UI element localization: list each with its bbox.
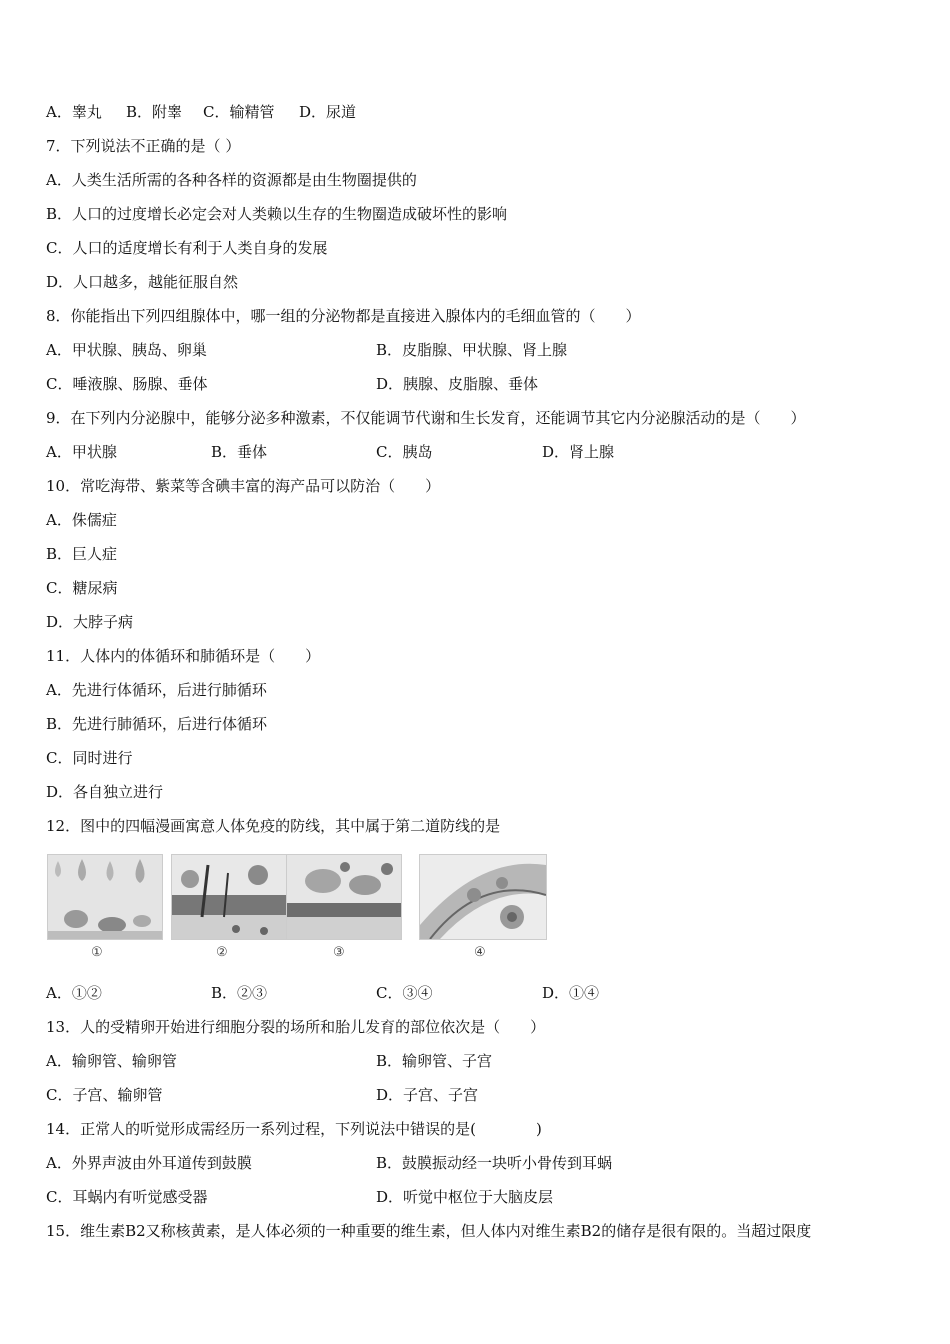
q7-option-a[interactable]: A．人类生活所需的各种各样的资源都是由生物圈提供的: [46, 171, 417, 189]
q6-option-c[interactable]: C．输精管: [203, 103, 275, 121]
cartoon-lymphocyte: [419, 854, 547, 940]
q13-option-a[interactable]: A．输卵管、输卵管: [46, 1052, 177, 1070]
q7-option-c[interactable]: C．人口的适度增长有利于人类自身的发展: [46, 239, 328, 257]
q6-option-a[interactable]: A．睾丸: [46, 103, 102, 121]
q13-option-b[interactable]: B．输卵管、子宫: [376, 1052, 493, 1070]
q7-option-b[interactable]: B．人口的过度增长必定会对人类赖以生存的生物圈造成破坏性的影响: [46, 205, 508, 223]
q13-option-c[interactable]: C．子宫、输卵管: [46, 1086, 163, 1104]
q11-option-a[interactable]: A．先进行体循环，后进行肺循环: [46, 681, 267, 699]
q10-option-b[interactable]: B．巨人症: [46, 545, 118, 563]
q9-option-a[interactable]: A．甲状腺: [46, 443, 117, 461]
q10-option-d[interactable]: D．大脖子病: [46, 613, 134, 631]
q12-option-b[interactable]: B．②③: [211, 984, 268, 1002]
cartoon-label-3: ③: [333, 945, 345, 960]
q6-option-d[interactable]: D．尿道: [299, 103, 357, 121]
q14-option-c[interactable]: C．耳蜗内有听觉感受器: [46, 1188, 208, 1206]
q9-stem: 9．在下列内分泌腺中，能够分泌多种激素，不仅能调节代谢和生长发育，还能调节其它内分泌腺活动的是（ ）: [46, 409, 806, 427]
q10-stem: 10．常吃海带、紫菜等含碘丰富的海产品可以防治（ ）: [46, 477, 441, 495]
q15-stem: 15．维生素B2又称核黄素，是人体必须的一种重要的维生素，但人体内对维生素B2的储存是很有限的。当超过限度: [46, 1222, 812, 1240]
cartoon-mucous-membrane: [171, 854, 287, 940]
q9-option-b[interactable]: B．垂体: [211, 443, 268, 461]
q11-stem: 11．人体内的体循环和肺循环是（ ）: [46, 647, 321, 665]
q9-option-c[interactable]: C．胰岛: [376, 443, 433, 461]
cartoon-skin-barrier: [47, 854, 163, 940]
q7-option-d[interactable]: D．人口越多，越能征服自然: [46, 273, 239, 291]
q8-option-a[interactable]: A．甲状腺、胰岛、卵巢: [46, 341, 207, 359]
cartoon-label-4: ④: [474, 945, 486, 960]
q9-option-d[interactable]: D．肾上腺: [542, 443, 615, 461]
q11-option-d[interactable]: D．各自独立进行: [46, 783, 164, 801]
cartoon-phagocytes: [286, 854, 402, 940]
q14-stem: 14．正常人的听觉形成需经历一系列过程，下列说法中错误的是( ): [46, 1120, 542, 1138]
q12-option-c[interactable]: C．③④: [376, 984, 433, 1002]
q13-stem: 13．人的受精卵开始进行细胞分裂的场所和胎儿发育的部位依次是（ ）: [46, 1018, 546, 1036]
q10-option-a[interactable]: A．侏儒症: [46, 511, 117, 529]
q11-option-c[interactable]: C．同时进行: [46, 749, 133, 767]
q8-option-c[interactable]: C．唾液腺、肠腺、垂体: [46, 375, 208, 393]
q12-option-d[interactable]: D．①④: [542, 984, 600, 1002]
cartoon-label-2: ②: [216, 945, 228, 960]
q12-option-a[interactable]: A．①②: [46, 984, 102, 1002]
q8-option-b[interactable]: B．皮脂腺、甲状腺、肾上腺: [376, 341, 568, 359]
q11-option-b[interactable]: B．先进行肺循环，后进行体循环: [46, 715, 268, 733]
q14-option-b[interactable]: B．鼓膜振动经一块听小骨传到耳蜗: [376, 1154, 613, 1172]
q14-option-a[interactable]: A．外界声波由外耳道传到鼓膜: [46, 1154, 252, 1172]
q8-stem: 8．你能指出下列四组腺体中，哪一组的分泌物都是直接进入腺体内的毛细血管的（ ）: [46, 307, 641, 325]
q12-stem: 12．图中的四幅漫画寓意人体免疫的防线，其中属于第二道防线的是: [46, 817, 501, 835]
q8-option-d[interactable]: D．胰腺、皮脂腺、垂体: [376, 375, 539, 393]
q14-option-d[interactable]: D．听觉中枢位于大脑皮层: [376, 1188, 554, 1206]
q10-option-c[interactable]: C．糖尿病: [46, 579, 118, 597]
q7-stem: 7．下列说法不正确的是（ ）: [46, 137, 241, 155]
cartoon-label-1: ①: [91, 945, 103, 960]
q13-option-d[interactable]: D．子宫、子宫: [376, 1086, 479, 1104]
q6-option-b[interactable]: B．附睾: [126, 103, 183, 121]
